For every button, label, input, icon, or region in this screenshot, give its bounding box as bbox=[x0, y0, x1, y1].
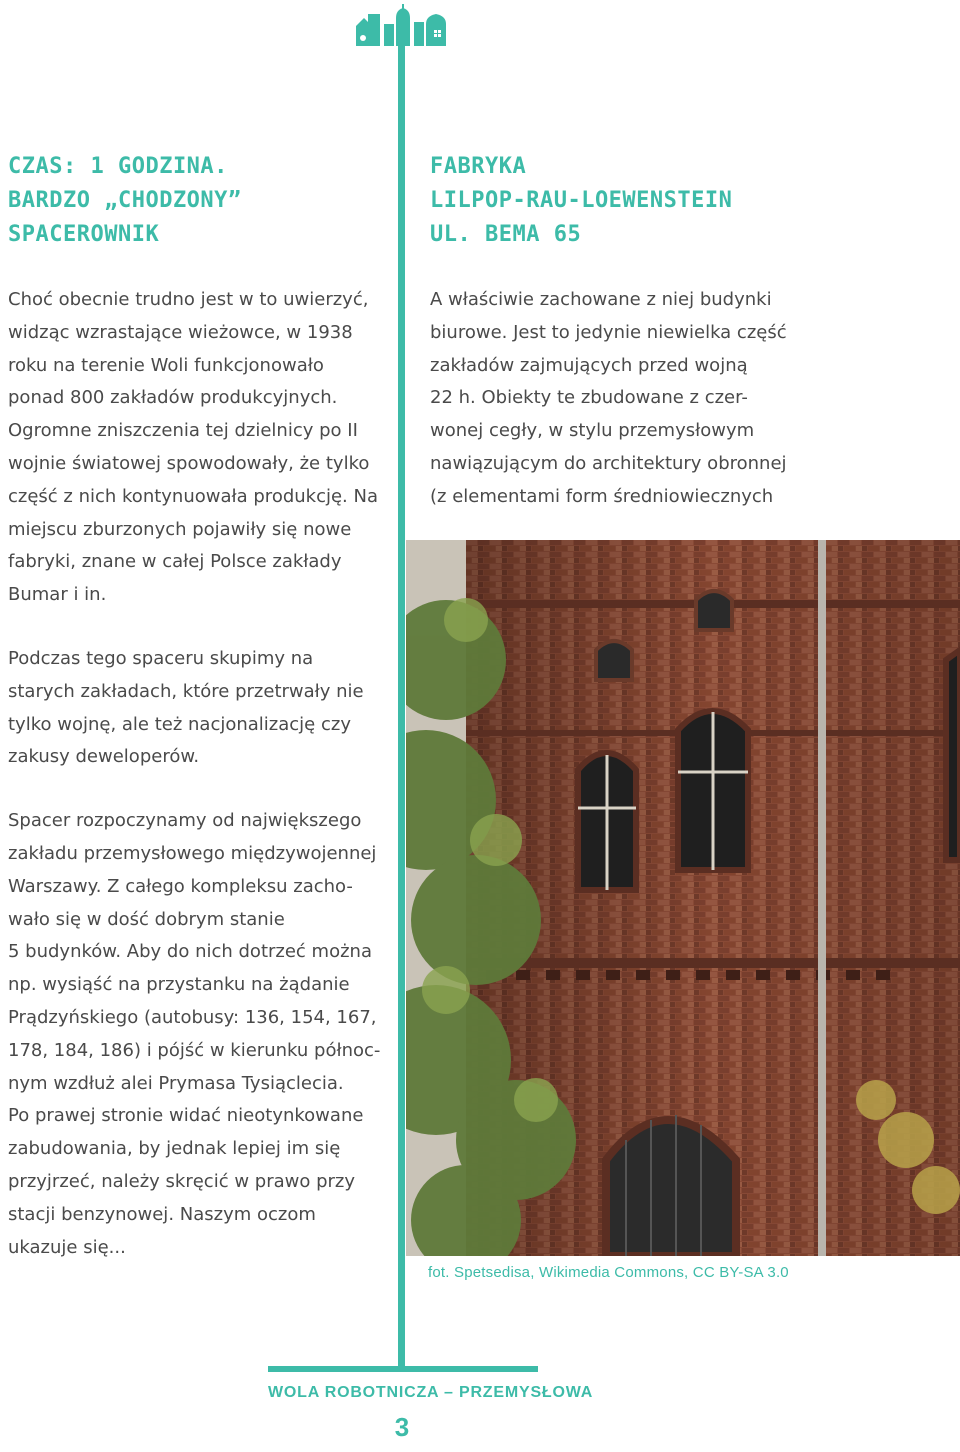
footer-title: WOLA ROBOTNICZA – PRZEMYSŁOWA bbox=[268, 1384, 594, 1401]
factory-heading bbox=[430, 150, 732, 252]
vertical-divider bbox=[398, 38, 405, 1370]
paragraph-focus: Podczas tego spaceru skupimy na starych zakładach, które przetrwały nie tylko wojnę, ale też nacjonalizację czy zakusy deweloperów. bbox=[8, 647, 364, 768]
left-column-text bbox=[8, 284, 393, 1264]
footer-divider bbox=[268, 1366, 538, 1372]
paragraph-factory: A właściwie zachowane z niej budynki biurowe. Jest to jedynie niewielka część zakładów zajmujących przed wojną 22 h. Obiekty te zbudowane z czer- wonej cegły, w stylu przemysłowym nawiązującym do architektury obronnej (z elementami form średniowiecznych bbox=[430, 289, 787, 507]
heading-line: BARDZO „CHODZONY” bbox=[8, 188, 242, 213]
heading-line: FABRYKA bbox=[430, 154, 527, 179]
page-number: 3 bbox=[394, 1412, 410, 1442]
photo-caption: fot. Spetsedisa, Wikimedia Commons, CC BY-SA 3.0 bbox=[428, 1264, 789, 1281]
paragraph-directions: Spacer rozpoczynamy od największego zakładu przemysłowego międzywojennej Warszawy. Z całego kompleksu zacho- wało się w dość dobrym stanie 5 budynków. Aby do nich dotrzeć można np. wysiąść na przystanku na żądanie Prądzyńskiego (autobusy: 136, 154, 167, 178, 184, 186) i pójść w kierunku północ- nym wzdłuż alei Prymasa Tysiąclecia. Po prawej stronie widać nieotynkowane zabudowania, by jednak lepiej im się przyjrzeć, należy skręcić w prawo przy stacji benzynowej. Naszym oczom ukazuje się... bbox=[8, 810, 381, 1258]
factory-building-photo bbox=[406, 540, 960, 1256]
heading-line: LILPOP-RAU-LOEWENSTEIN bbox=[430, 188, 733, 213]
right-column-text bbox=[430, 284, 950, 514]
heading-line: CZAS: 1 GODZINA. bbox=[8, 154, 228, 179]
paragraph-intro: Choć obecnie trudno jest w to uwierzyć, widząc wzrastające wieżowce, w 1938 roku na terenie Woli funkcjonowało ponad 800 zakładów produkcyjnych. Ogromne zniszczenia tej dzielnicy po II wojnie światowej spowodowały, że tylko część z nich kontynuowała produkcję. Na miejscu zburzonych pojawiły się nowe fabryki, znane w całej Polsce zakłady Bumar i in. bbox=[8, 289, 378, 606]
heading-line: SPACEROWNIK bbox=[8, 222, 160, 247]
duration-heading bbox=[8, 150, 242, 252]
heading-line: UL. BEMA 65 bbox=[430, 222, 582, 247]
